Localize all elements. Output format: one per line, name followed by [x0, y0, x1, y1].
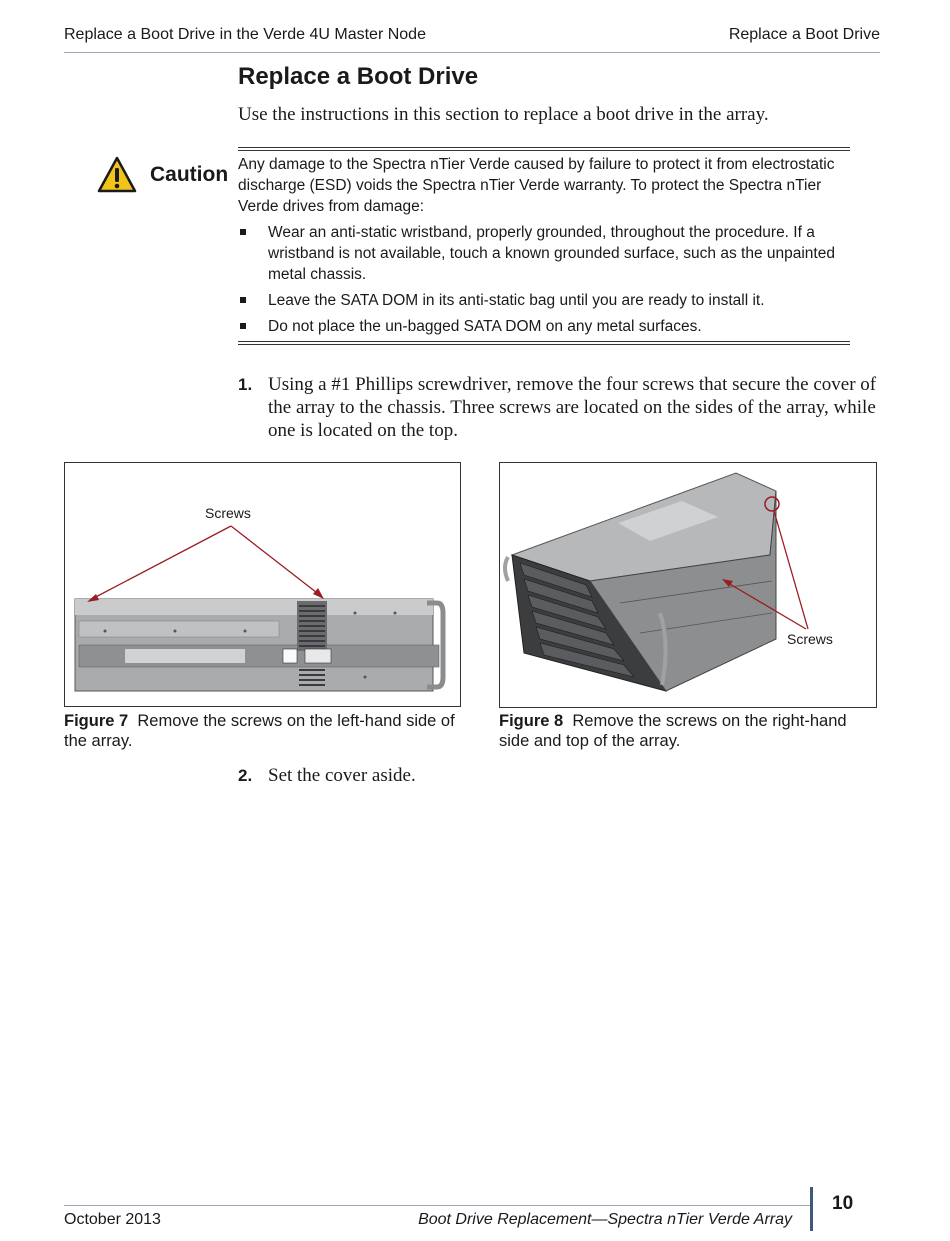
caution-body	[238, 154, 852, 342]
caution-text: Any damage to the Spectra nTier Verde caused by failure to protect it from electrostatic discharge (ESD) voids the Spectra nTier Verde warranty. To protect the Spectra nTier Verde drives from damage:	[238, 156, 835, 215]
step-number: 1.	[238, 375, 253, 394]
footer-rule	[64, 1205, 810, 1206]
caution-bullets	[238, 222, 852, 337]
figure-7-label: Figure 7	[64, 712, 129, 730]
footer-bar	[810, 1187, 813, 1231]
figure-7-annotation: Screws	[205, 505, 251, 521]
section-intro: Use the instructions in this section to replace a boot drive in the array.	[238, 104, 769, 125]
figure-8-caption-text: Remove the screws on the right-hand side and top of the array.	[499, 712, 847, 750]
step-number: 2.	[238, 766, 253, 785]
step-text: Using a #1 Phillips screwdriver, remove the four screws that secure the cover of the array to the chassis. Three screws are located on the sides of the array, while one is located on the top.	[268, 374, 877, 441]
step-1	[238, 373, 880, 443]
caution-bullet: Leave the SATA DOM in its anti-static bag until you are ready to install it.	[238, 290, 852, 311]
step-text: Set the cover aside.	[268, 765, 416, 786]
caution-top-rule	[238, 147, 850, 151]
caution-bottom-rule	[238, 341, 850, 345]
figure-8-annotation: Screws	[787, 631, 833, 647]
caution-bullet: Wear an anti-static wristband, properly grounded, throughout the procedure. If a wristband is not available, touch a known grounded surface, such as the unpainted metal chassis.	[238, 222, 852, 285]
figure-8-image	[499, 462, 877, 708]
figure-8-label: Figure 8	[499, 712, 564, 730]
step-2	[238, 764, 880, 790]
caution-label: Caution	[150, 163, 229, 186]
running-header-right: Replace a Boot Drive	[728, 26, 880, 43]
warning-triangle-icon	[97, 156, 137, 194]
footer-title: Boot Drive Replacement—Spectra nTier Verde Array	[418, 1211, 792, 1228]
running-header-left: Replace a Boot Drive in the Verde 4U Master Node	[64, 26, 426, 43]
figure-8-caption	[499, 711, 875, 751]
section-title: Replace a Boot Drive	[238, 63, 479, 90]
figure-7-caption-text: Remove the screws on the left-hand side of the array.	[64, 712, 455, 750]
caution-bullet: Do not place the un-bagged SATA DOM on any metal surfaces.	[238, 316, 852, 337]
page-number: 10	[832, 1193, 854, 1214]
footer-date: October 2013	[64, 1211, 161, 1228]
figure-7-caption	[64, 711, 459, 751]
figure-7-image	[64, 462, 461, 707]
header-rule	[64, 52, 880, 53]
